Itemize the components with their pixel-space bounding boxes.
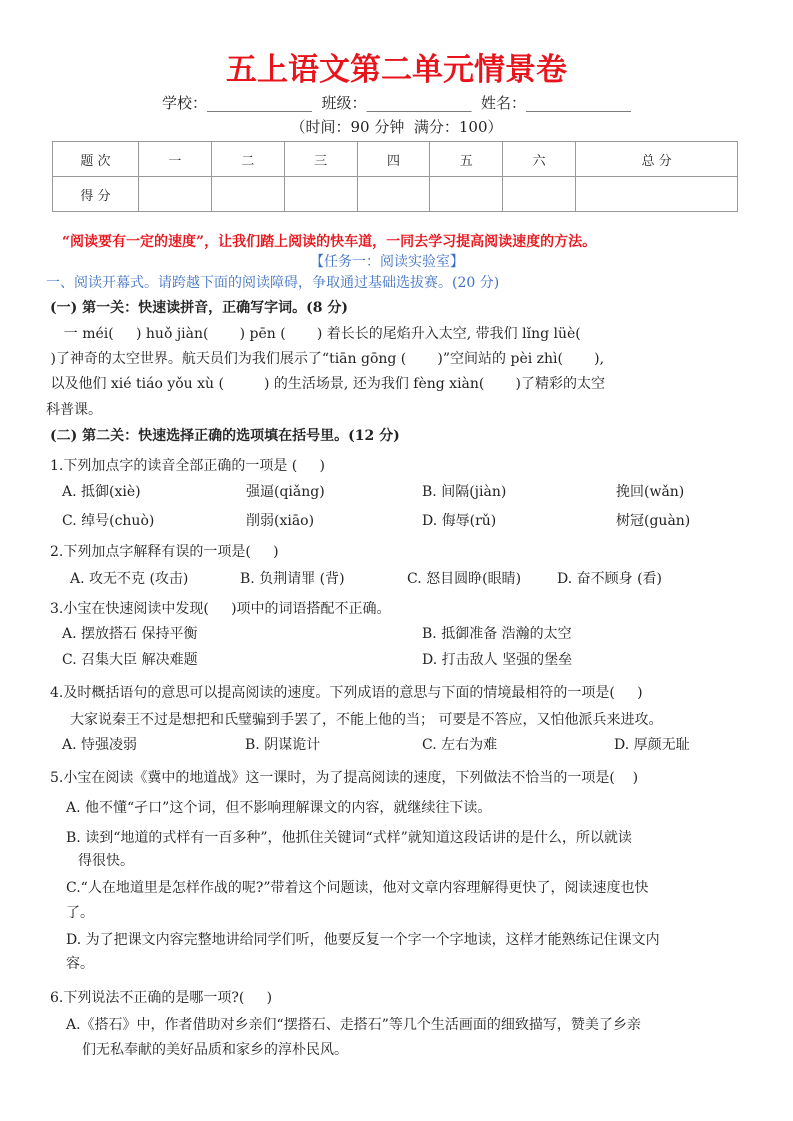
part2-heading: (二) 第二关：快速选择正确的选项填在括号里。(12 分) [50, 428, 400, 444]
score-cell [211, 177, 284, 212]
option: A. 摆放搭石 保持平衡 [62, 626, 198, 642]
question-3: 3.小宝在快速阅读中发现( )项中的词语搭配不正确。 [50, 601, 391, 617]
table-cell: 一 [139, 142, 212, 177]
option: B. 抵御准备 浩瀚的太空 [422, 626, 572, 642]
question-1: 1.下列加点字的读音全部正确的一项是 ( ) [50, 458, 325, 474]
paragraph-line: 科普课。 [46, 402, 102, 418]
score-cell [357, 177, 430, 212]
option-continued: 容。 [66, 956, 94, 972]
score-cell [576, 177, 738, 212]
table-cell: 六 [503, 142, 576, 177]
table-cell: 总 分 [576, 142, 738, 177]
score-cell [430, 177, 503, 212]
question-5: 5.小宝在阅读《冀中的地道战》这一课时，为了提高阅读的速度，下列做法不恰当的一项是( ) [50, 770, 639, 786]
option: A. 抵御(xiè) [62, 484, 141, 500]
question-2: 2.下列加点字解释有误的一项是( ) [50, 544, 279, 560]
question-context: 大家说秦王不过是想把和氏璧骗到手罢了，不能上他的当； 可要是不答应，又怕他派兵来进攻。 [70, 712, 663, 728]
section-heading: 一、阅读开幕式。请跨越下面的阅读障碍，争取通过基础选拔赛。(20 分) [46, 275, 500, 291]
student-info-line: 学校：______________ 班级：______________ 姓名：______________ [161, 94, 632, 112]
option: C. 召集大臣 解决难题 [62, 652, 198, 668]
option-continued: 了。 [66, 905, 94, 921]
time-line: （时间：90 分钟 满分：100） [290, 118, 503, 136]
score-table-row [53, 177, 738, 212]
table-cell: 五 [430, 142, 503, 177]
option: C. 左右为难 [422, 737, 498, 753]
option: C. 绰号(chuò) [62, 513, 155, 529]
paragraph-line: 以及他们 xié tiáo yǒu xù ( ) 的生活场景, 还为我们 fèng xiàn( )了精彩的太空 [46, 376, 605, 392]
option: 强逼(qiǎng) [246, 484, 325, 500]
table-cell: 四 [357, 142, 430, 177]
score-cell [284, 177, 357, 212]
option: B. 阴谋诡计 [245, 737, 321, 753]
score-table [52, 141, 738, 212]
option: A. 恃强凌弱 [62, 737, 138, 753]
option: B. 间隔(jiàn) [422, 484, 507, 500]
paragraph-line: )了神奇的太空世界。航天员们为我们展示了“tiān gōng ( )”空间站的 pèi zhì( ), [46, 351, 605, 367]
table-cell: 得 分 [53, 177, 139, 212]
option: D. 侮辱(rǔ) [422, 513, 497, 529]
paragraph-line: 一 méi( ) huǒ jiàn( ) pēn ( ) 着长长的尾焰升入太空, 带我们 lǐng lüè( [46, 326, 581, 342]
table-cell: 二 [211, 142, 284, 177]
option: A. 他不懂“孑口”这个词，但不影响理解课文的内容，就继续往下读。 [66, 800, 492, 816]
option: 削弱(xiāo) [246, 513, 315, 529]
option: D. 打击敌人 坚强的堡垒 [422, 652, 573, 668]
option: D. 为了把课文内容完整地讲给同学们听，他要反复一个字一个字地读，这样才能熟练记住课文内 [66, 932, 660, 948]
intro-text: “阅读要有一定的速度”，让我们踏上阅读的快车道，一同去学习提高阅读速度的方法。 [62, 234, 597, 250]
table-cell: 题 次 [53, 142, 139, 177]
score-table-header [53, 142, 738, 177]
option-continued: 们无私奉献的美好品质和家乡的淳朴民风。 [82, 1042, 348, 1058]
question-4: 4.及时概括语句的意思可以提高阅读的速度。下列成语的意思与下面的情境最相符的一项是( ) [50, 685, 643, 701]
option: 挽回(wǎn) [616, 484, 685, 500]
table-cell: 三 [284, 142, 357, 177]
score-cell [139, 177, 212, 212]
option: D. 奋不顾身 (看) [557, 571, 662, 587]
score-cell [503, 177, 576, 212]
task-heading: 【任务一：阅读实验室】 [310, 254, 464, 270]
part1-heading: (一) 第一关：快速读拼音，正确写字词。(8 分) [50, 300, 348, 316]
option: A. 攻无不克 (攻击) [70, 571, 189, 587]
option: C. 怒目圆睁(眼睛) [407, 571, 522, 587]
option: C.“人在地道里是怎样作战的呢?”带着这个问题读，他对文章内容理解得更快了，阅读速度也快 [66, 880, 649, 896]
question-6: 6.下列说法不正确的是哪一项?( ) [50, 990, 273, 1006]
option: A.《搭石》中，作者借助对乡亲们“摆搭石、走搭石”等几个生活画面的细致描写，赞美了乡亲 [66, 1017, 641, 1033]
option: B. 读到“地道的式样有一百多种”，他抓住关键词“式样”就知道这段话讲的是什么，所以就读 [66, 830, 632, 846]
option: D. 厚颜无耻 [614, 737, 690, 753]
option: B. 负荆请罪 (背) [240, 571, 345, 587]
page-title: 五上语文第二单元情景卷 [226, 52, 567, 88]
option: 树冠(guàn) [616, 513, 691, 529]
option-continued: 得很快。 [78, 853, 134, 869]
